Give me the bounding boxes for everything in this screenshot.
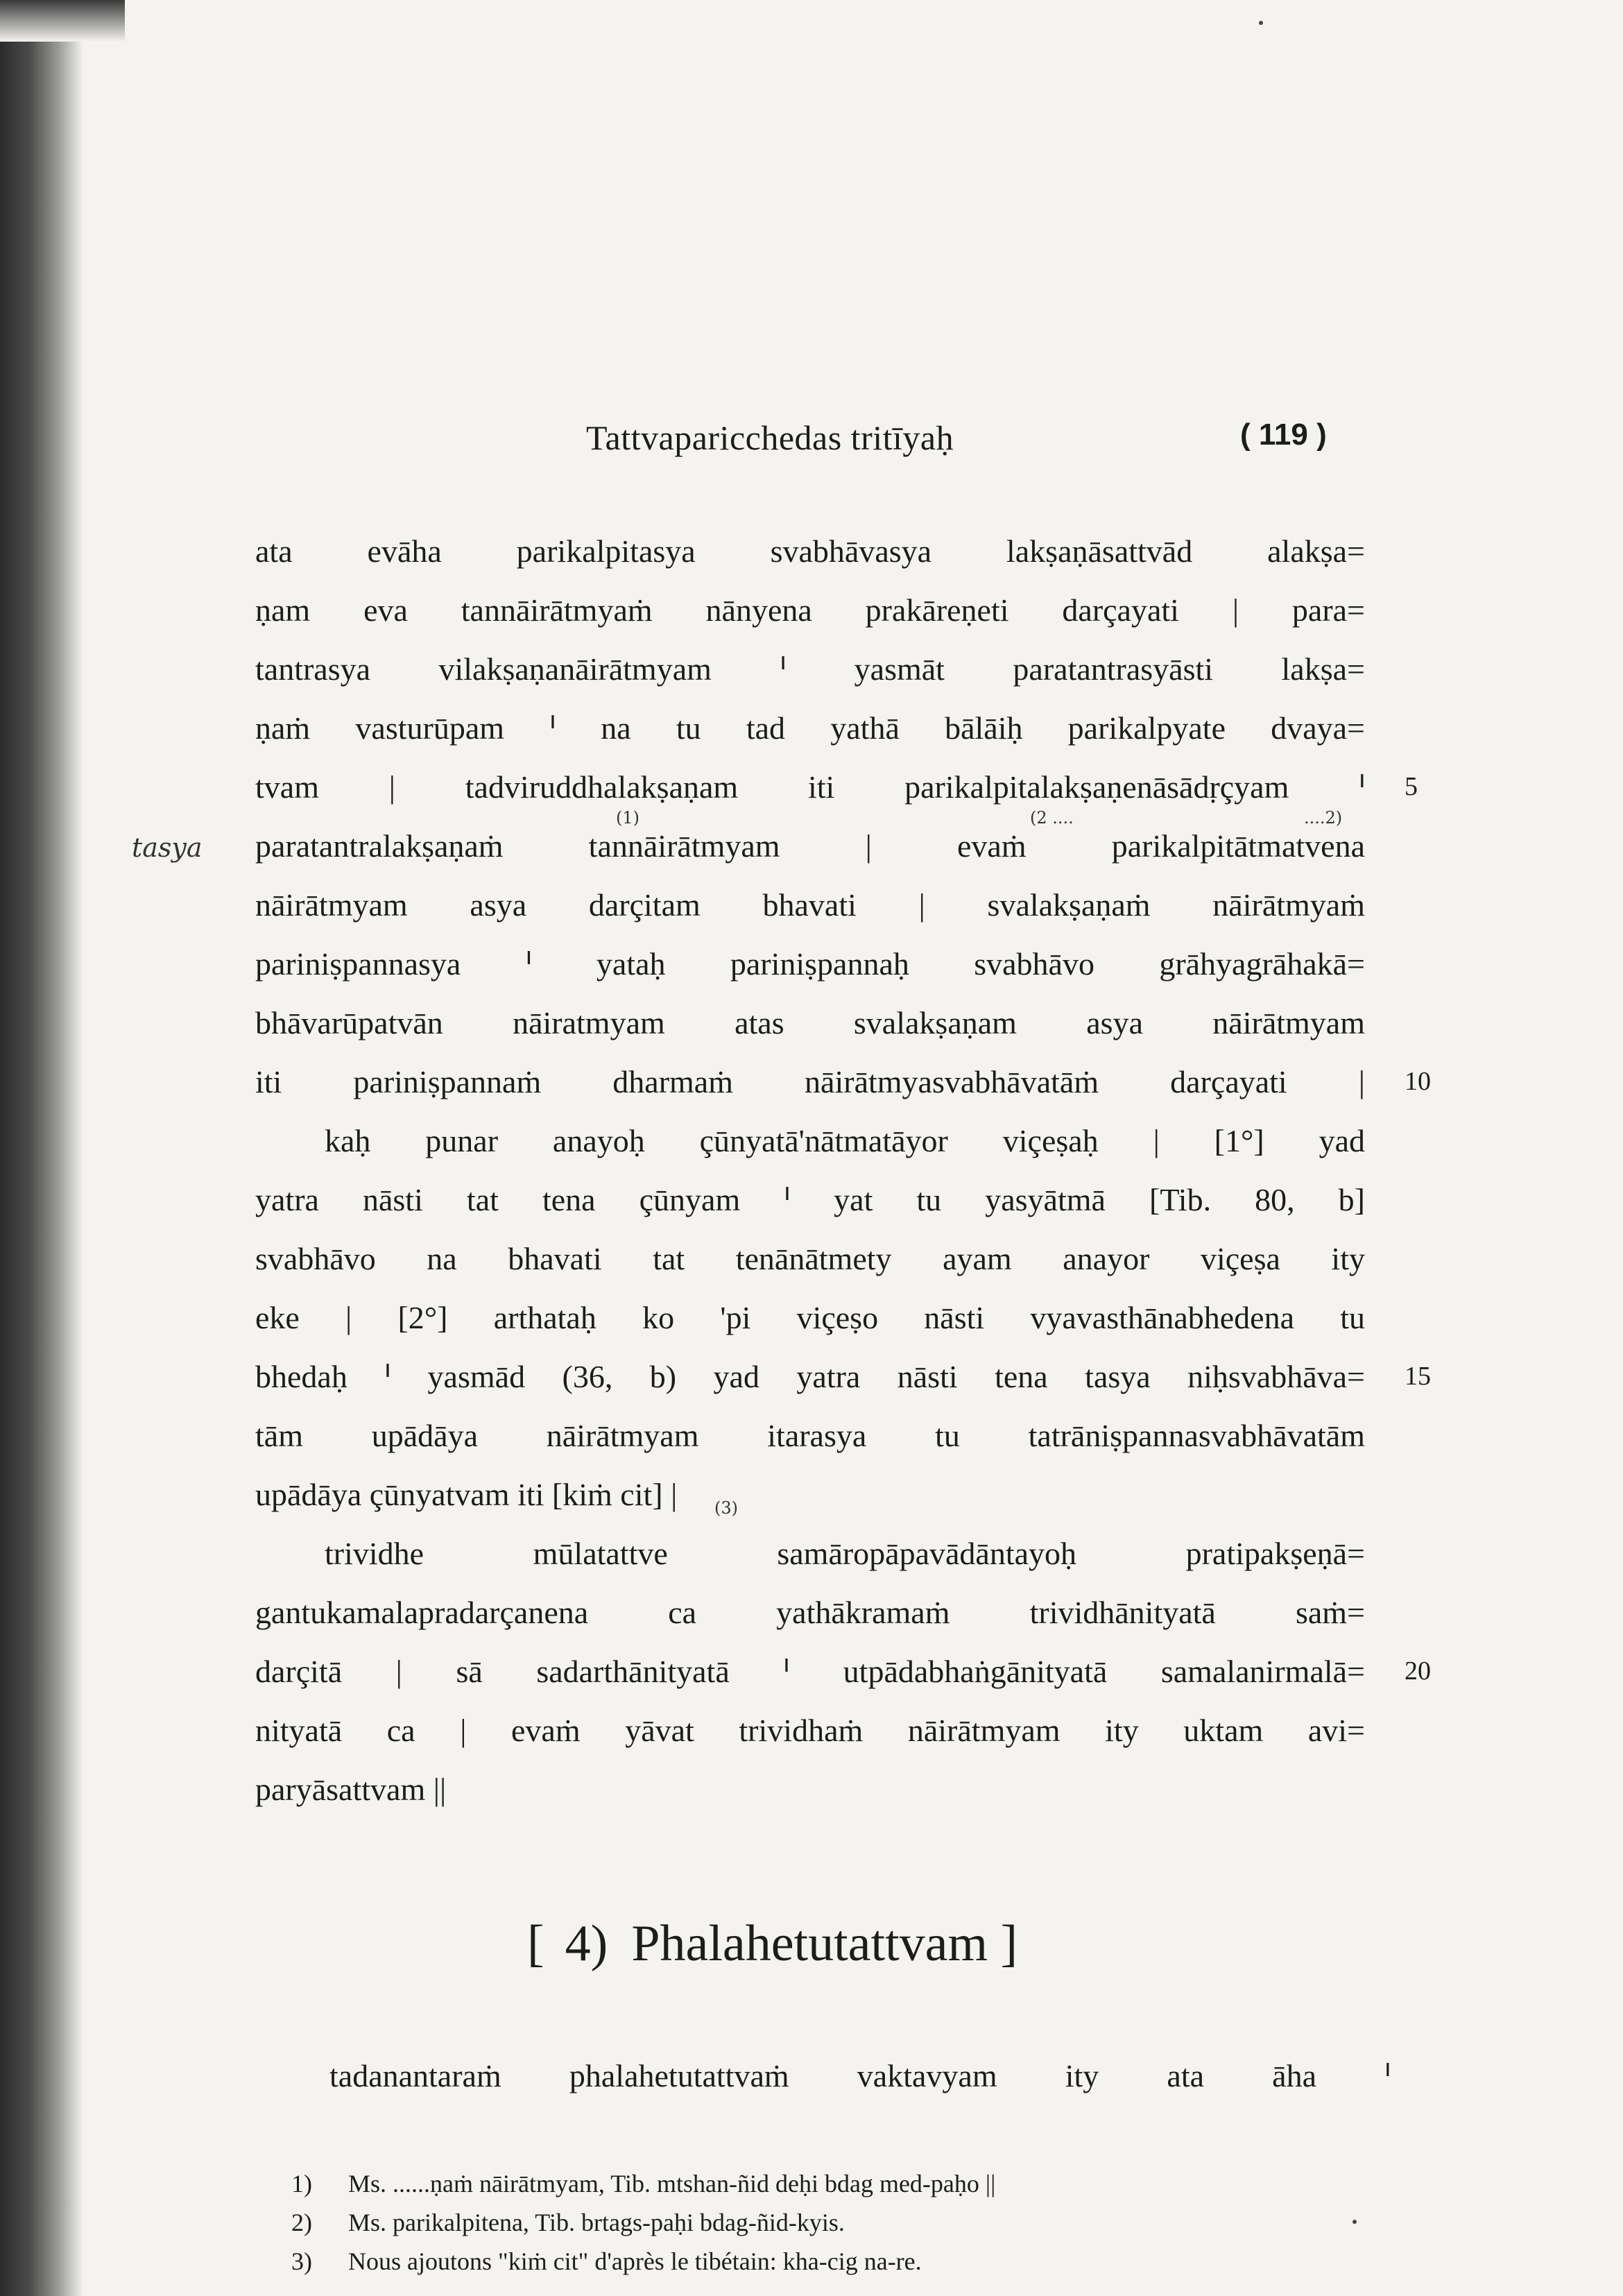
footnote xyxy=(291,2203,1366,2242)
footnotes xyxy=(291,2164,1366,2281)
footnote-text: Nous ajoutons "kiṁ cit" d'après le tibétain: kha-cig na-re. xyxy=(348,2247,922,2275)
text-line: iti pariniṣpannaṁ dharmaṁ nāirātmyasvabhāvatāṁ darçayati | xyxy=(255,1064,1365,1099)
line-number: 20 xyxy=(1405,1656,1431,1686)
handwritten-margin-note: tasya xyxy=(132,832,203,863)
footnote-marker: (3) xyxy=(714,1498,738,1518)
page-number: ( 119 ) xyxy=(1240,418,1327,452)
section-intro-line: tadanantaraṁ phalahetutattvaṁ vaktavyam ity ata āha ᑊ xyxy=(329,2058,1391,2093)
text-line: upādāya çūnyatvam iti [kiṁ cit] | xyxy=(255,1477,678,1512)
text-line: darçitā | sā sadarthānityatā ᑊ utpādabhaṅgānityatā samalanirmalā= xyxy=(255,1654,1365,1689)
text-line: ṇaṁ vasturūpam ᑊ na tu tad yathā bālāiḥ parikalpyate dvaya= xyxy=(255,710,1365,746)
line-number: 5 xyxy=(1405,772,1418,801)
heading-bracket: [ xyxy=(527,1915,544,1972)
text-line: tām upādāya nāirātmyam itarasya tu tatrāniṣpannasvabhāvatām xyxy=(255,1418,1365,1453)
text-line: yatra nāsti tat tena çūnyam ᑊ yat tu yasyātmā [Tib. 80, b] xyxy=(255,1182,1365,1217)
text-line: nāirātmyam asya darçitam bhavati | svalakṣaṇaṁ nāirātmyaṁ xyxy=(255,887,1365,923)
text-line: tantrasya vilakṣaṇanāirātmyam ᑊ yasmāt paratantrasyāsti lakṣa= xyxy=(255,651,1365,687)
text-line: nityatā ca | evaṁ yāvat trividhaṁ nāirātmyam ity uktam avi= xyxy=(255,1713,1365,1748)
section-heading xyxy=(527,1914,1151,1973)
footnote-label: 2) xyxy=(291,2209,312,2236)
footnote-marker: (2 .... xyxy=(1030,808,1074,828)
text-line: paratantralakṣaṇaṁ tannāirātmyam | evaṁ parikalpitātmatvena xyxy=(255,828,1365,864)
text-line: tvam | tadviruddhalakṣaṇam iti parikalpitalakṣaṇenāsādṛçyam ᑊ xyxy=(255,769,1365,805)
footnote-text: Ms. ......ṇaṁ nāirātmyam, Tib. mtshan-ñid deḥi bdag med-paḥo || xyxy=(348,2170,996,2198)
heading-number: 4) xyxy=(565,1915,608,1972)
line-number: 10 xyxy=(1405,1067,1431,1096)
running-title: Tattvaparicchedas tritīyaḥ xyxy=(586,418,954,457)
footnote-text: Ms. parikalpitena, Tib. brtags-paḥi bdag-ñid-kyis. xyxy=(348,2209,845,2236)
footnote-label: 3) xyxy=(291,2247,312,2275)
text-line: bhedaḥ ᑊ yasmād (36, b) yad yatra nāsti tena tasya niḥsvabhāva= xyxy=(255,1359,1365,1394)
footnote xyxy=(291,2242,1366,2281)
text-line: eke | [2°] arthataḥ ko 'pi viçeṣo nāsti vyavasthānabhedena tu xyxy=(255,1300,1365,1335)
scan-corner-shadow xyxy=(0,0,125,42)
line-number: 15 xyxy=(1405,1362,1431,1391)
book-binding-shadow xyxy=(0,0,83,2296)
text-line: paryāsattvam || xyxy=(255,1772,447,1807)
text-line: ata evāha parikalpitasya svabhāvasya lakṣaṇāsattvād alakṣa= xyxy=(255,533,1365,569)
text-line: svabhāvo na bhavati tat tenānātmety ayam anayor viçeṣa ity xyxy=(255,1241,1365,1276)
footnote-marker: (1) xyxy=(616,808,639,828)
text-line: kaḥ punar anayoḥ çūnyatā'nātmatāyor viçeṣaḥ | [1°] yad xyxy=(325,1123,1365,1158)
text-line: gantukamalapradarçanena ca yathākramaṁ trividhānityatā saṁ= xyxy=(255,1595,1365,1630)
page-header xyxy=(0,411,1623,466)
footnote-marker: ....2) xyxy=(1304,808,1343,828)
footnote-label: 1) xyxy=(291,2170,312,2198)
heading-title: Phalahetutattvam ] xyxy=(631,1915,1018,1972)
text-line: trividhe mūlatattve samāropāpavādāntayoḥ pratipakṣeṇā= xyxy=(325,1536,1365,1571)
footnote xyxy=(291,2164,1366,2203)
text-line: pariniṣpannasya ᑊ yataḥ pariniṣpannaḥ svabhāvo grāhyagrāhakā= xyxy=(255,946,1365,982)
text-line: ṇam eva tannāirātmyaṁ nānyena prakāreṇeti darçayati | para= xyxy=(255,592,1365,628)
body-text xyxy=(255,522,1365,1819)
scan-speck xyxy=(1259,21,1263,25)
text-line: bhāvarūpatvān nāiratmyam atas svalakṣaṇam asya nāirātmyam xyxy=(255,1005,1365,1040)
